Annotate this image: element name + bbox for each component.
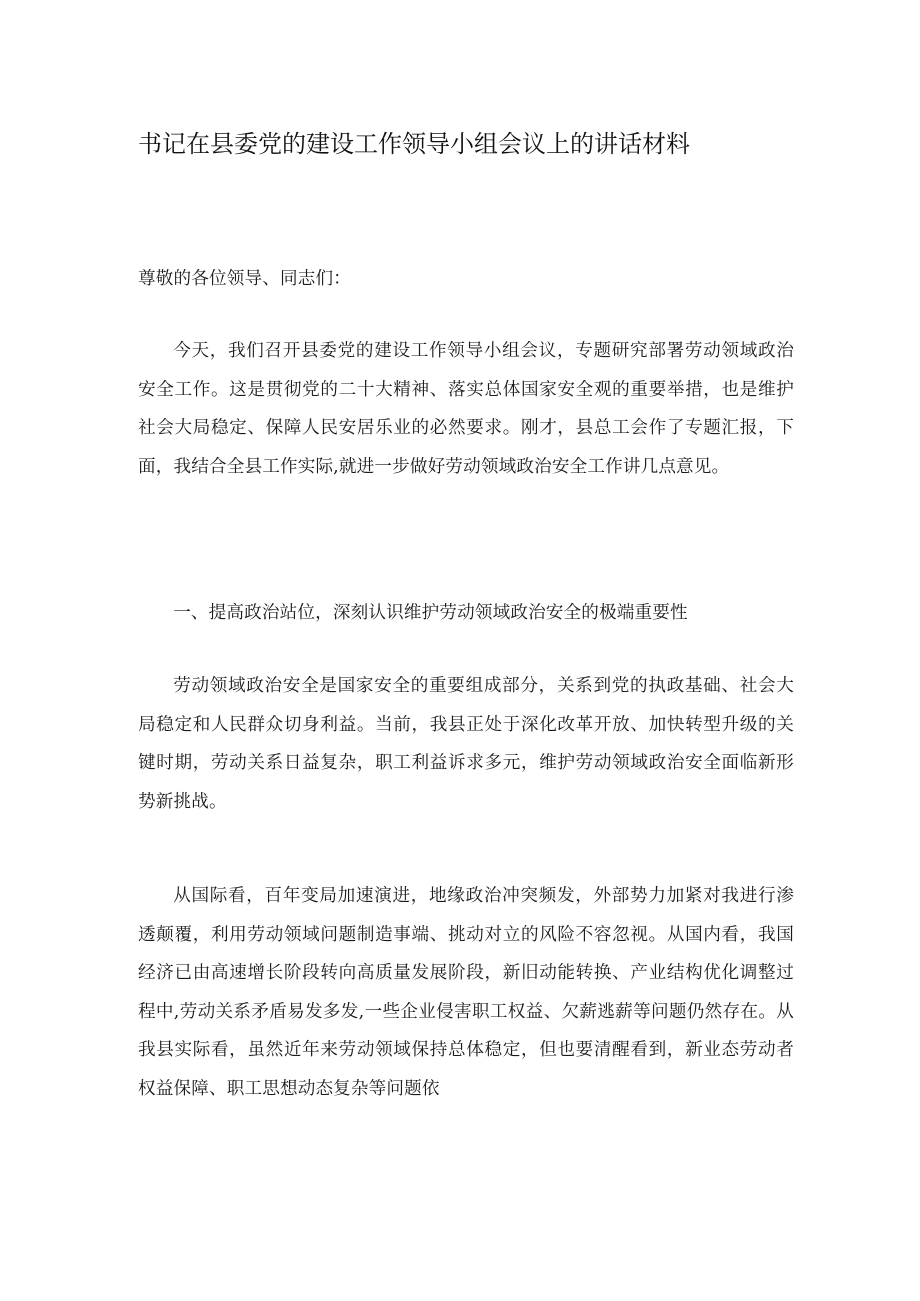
document-title: 书记在县委党的建设工作领导小组会议上的讲话材料 — [138, 130, 690, 158]
paragraph-situation: 从国际看，百年变局加速演进，地缘政治冲突频发，外部势力加紧对我进行渗透颠覆，利用劳动领域问题制造事端、挑动对立的风险不容忽视。从国内看，我国经济已由高速增长阶段转向高质量发展阶段，新旧动能转换、产业结构优化调整过程中,劳动关系矛盾易发多发,一些企业侵害职工权益、欠薪逃薪等问题仍然存在。从我县实际看，虽然近年来劳动领域保持总体稳定，但也要清醒看到，新业态劳动者权益保障、职工思想动态复杂等问题依 — [138, 886, 794, 1099]
paragraph-importance: 劳动领域政治安全是国家安全的重要组成部分，关系到党的执政基础、社会大局稳定和人民群众切身利益。当前，我县正处于深化改革开放、加快转型升级的关键时期，劳动关系日益复杂，职工利益诉求多元，维护劳动领域政治安全面临新形势新挑战。 — [138, 676, 794, 812]
section-heading-1: 一、提高政治站位，深刻认识维护劳动领域政治安全的极端重要性 — [173, 603, 688, 623]
paragraph-opening: 今天，我们召开县委党的建设工作领导小组会议，专题研究部署劳动领域政治安全工作。这是贯彻党的二十大精神、落实总体国家安全观的重要举措，也是维护社会大局稳定、保障人民安居乐业的必然要求。刚才，县总工会作了专题汇报，下面，我结合全县工作实际,就进一步做好劳动领域政治安全工作讲几点意见。 — [138, 341, 794, 477]
salutation: 尊敬的各位领导、同志们： — [138, 269, 351, 289]
